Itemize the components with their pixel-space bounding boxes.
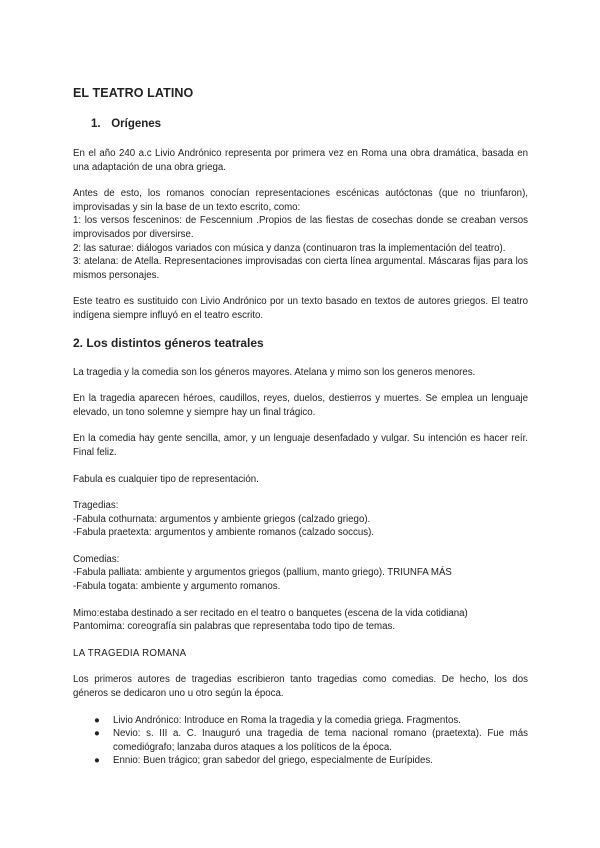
text-line: -Fabula palliata: ambiente y argumentos griegos (pallium, manto griego). TRIUNFA MÁS [73, 567, 452, 579]
list-item [73, 714, 528, 728]
list-item-text: Ennio: Buen trágico; gran sabedor del griego, especialmente de Eurípides. [113, 755, 433, 767]
text-line: Comedias: [73, 553, 120, 565]
paragraph-livio: En el año 240 a.c Livio Andrónico representa por primera vez en Roma una obra dramática, basada en una adaptación de una obra griega. [73, 148, 528, 173]
text-line: -Fabula togata: ambiente y argumento romanos. [73, 581, 281, 593]
comedias-list [73, 553, 528, 594]
bullet-icon: ● [94, 714, 100, 726]
text-line: Mimo:estaba destinado a ser recitado en el teatro o banquetes (escena de la vida cotidiana) [73, 607, 468, 619]
section-number: 1. [91, 118, 101, 130]
text-line: 1: los versos fesceninos: de Fescennium .Propios de las fiestas de cosechas donde se creaban versos improvisados por diversirse. [73, 215, 528, 240]
paragraph-generos: La tragedia y la comedia son los géneros mayores. Atelana y mimo son los generos menores. [73, 366, 476, 378]
tragedias-list [73, 499, 528, 540]
bullet-icon: ● [94, 755, 100, 767]
text-line: 2: las saturae: diálogos variados con música y danza (continuaron tras la implementación del teatro). [73, 242, 506, 254]
list-item [73, 727, 528, 754]
list-item-text: Livio Andrónico: Introduce en Roma la tragedia y la comedia griega. Fragmentos. [113, 714, 461, 726]
text-line: -Fabula cothurnata: argumentos y ambiente griegos (calzado griego). [73, 513, 371, 525]
paragraph-tragedia: En la tragedia aparecen héroes, caudillos, reyes, duelos, destierros y muertes. Se emplea un lenguaje elevado, un tono solemne y siempre hay un final trágico. [73, 393, 528, 418]
text-line: Pantomima: coreografía sin palabras que representaba todo tipo de temas. [73, 621, 396, 633]
list-item [73, 754, 528, 768]
text-line: Tragedias: [73, 500, 119, 512]
section-heading-generos: 2. Los distintos géneros teatrales [73, 335, 264, 350]
section-label: Orígenes [111, 118, 162, 130]
paragraph-primeros-autores: Los primeros autores de tragedias escribieron tanto tragedias como comedias. De hecho, los dos géneros se dedicaron uno u otro según la época. [73, 674, 528, 700]
text-line: -Fabula praetexta: argumentos y ambiente romanos (calzado soccus). [73, 527, 374, 539]
subheading-tragedia-romana: LA TRAGEDIA ROMANA [73, 647, 187, 659]
bullet-icon: ● [94, 728, 100, 740]
paragraph-comedia: En la comedia hay gente sencilla, amor, y un lenguaje desenfadado y vulgar. Su intención es hacer reír. Final feliz. [73, 433, 528, 458]
document-body [73, 86, 528, 768]
document-title: EL TEATRO LATINO [73, 86, 194, 100]
authors-bullet-list [73, 714, 528, 768]
paragraph-fabula: Fabula es cualquier tipo de representación. [73, 473, 259, 485]
text-line: 3: atelana: de Atella. Representaciones improvisadas con cierta línea argumental. Máscaras fijas para los mismos personajes. [73, 256, 528, 281]
section-heading-origenes [91, 118, 528, 130]
text-line: Antes de esto, los romanos conocían representaciones escénicas autóctonas (que no triunfaron), improvisadas y sin la base de un texto escrito, como: [73, 188, 528, 213]
paragraph-sustituido: Este teatro es sustituido con Livio Andrónico por un texto basado en textos de autores griegos. El teatro indígena siempre influyó en el teatro escrito. [73, 296, 528, 321]
paragraph-autoctonas [73, 187, 528, 282]
list-item-text: Nevio: s. III a. C. Inauguró una tragedia de tema nacional romano (praetexta). Fue más comediógrafo; lanzaba duros ataques a los políticos de la época. [113, 728, 528, 753]
mimo-pantomima [73, 607, 528, 634]
